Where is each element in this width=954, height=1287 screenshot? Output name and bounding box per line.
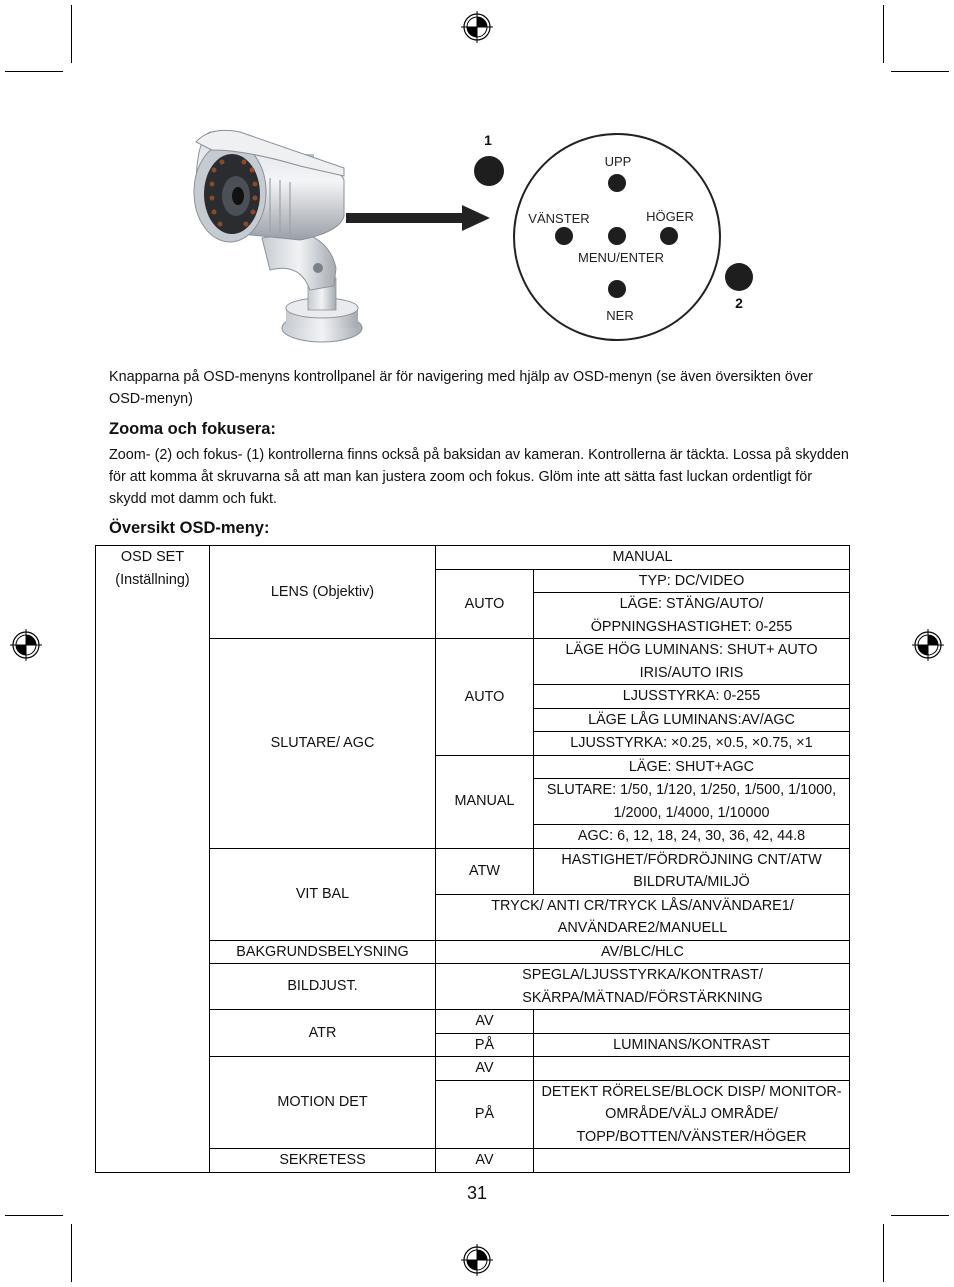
shutter-auto-item: LJUSSTYRKA: ×0.25, ×0.5, ×0.75, ×1 — [534, 732, 850, 756]
backlight-label: BAKGRUNDSBELYSNING — [210, 940, 436, 964]
atr-off-value — [534, 1010, 850, 1034]
left-button-dot — [555, 227, 573, 245]
atr-off: AV — [436, 1010, 534, 1034]
registration-mark-icon — [9, 628, 43, 662]
privacy-off: AV — [436, 1149, 534, 1173]
shutter-auto: AUTO — [436, 639, 534, 756]
shutter-manual-item: SLUTARE: 1/50, 1/120, 1/250, 1/500, 1/1000, 1/2000, 1/4000, 1/10000 — [534, 779, 850, 825]
lens-manual: MANUAL — [436, 546, 850, 570]
crop-mark — [5, 1215, 63, 1216]
privacy-off-value — [534, 1149, 850, 1173]
zoom-focus-paragraph: Zoom- (2) och fokus- (1) kontrollerna finns också på baksidan av kameran. Kontrollerna är täckta. Lossa på skydden för att komma åt skruvarna så att man kan justera zoom och fokus. Glöm inte att sätta fast luckan ordentligt för skydd mot damm och fukt. — [109, 447, 849, 507]
white-balance-atw-item: HASTIGHET/FÖRDRÖJNING CNT/ATW BILDRUTA/MILJÖ — [534, 848, 850, 894]
lens-auto-item: LÄGE: STÄNG/AUTO/ ÖPPNINGSHASTIGHET: 0-255 — [534, 593, 850, 639]
backlight-value: AV/BLC/HLC — [436, 940, 850, 964]
label-up: UPP — [604, 154, 632, 169]
shutter-manual: MANUAL — [436, 755, 534, 848]
privacy-label: SEKRETESS — [210, 1149, 436, 1173]
atr-label: ATR — [210, 1010, 436, 1057]
crop-mark — [71, 1224, 72, 1282]
down-button-dot — [608, 280, 626, 298]
osd-menu-table — [95, 545, 850, 1173]
motion-on-value: DETEKT RÖRELSE/BLOCK DISP/ MONITOR-OMRÅDE/VÄLJ OMRÅDE/ TOPP/BOTTEN/VÄNSTER/HÖGER — [534, 1080, 850, 1149]
shutter-auto-item: LÄGE HÖG LUMINANS: SHUT+ AUTO IRIS/AUTO IRIS — [534, 639, 850, 685]
label-left: VÄNSTER — [528, 211, 590, 226]
white-balance-atw: ATW — [436, 848, 534, 894]
lens-label: LENS (Objektiv) — [210, 546, 436, 639]
crop-mark — [891, 1215, 949, 1216]
motion-off: AV — [436, 1057, 534, 1081]
page-number: 31 — [466, 1183, 488, 1203]
shutter-manual-item: LÄGE: SHUT+AGC — [534, 755, 850, 779]
label-right: HÖGER — [646, 209, 694, 224]
zoom-control-callout — [725, 263, 753, 291]
motion-on: PÅ — [436, 1080, 534, 1149]
motion-off-value — [534, 1057, 850, 1081]
focus-control-callout — [474, 156, 504, 186]
camera-illustration — [194, 130, 362, 342]
white-balance-modes: TRYCK/ ANTI CR/TRYCK LÅS/ANVÄNDARE1/ ANVÄNDARE2/MANUELL — [436, 894, 850, 940]
callout-number-2: 2 — [735, 295, 743, 311]
picture-adjust-value: SPEGLA/LJUSSTYRKA/KONTRAST/ SKÄRPA/MÄTNAD/FÖRSTÄRKNING — [436, 964, 850, 1010]
label-menu-enter: MENU/ENTER — [578, 250, 664, 265]
atr-on-value: LUMINANS/KONTRAST — [534, 1033, 850, 1057]
osd-overview-heading: Översikt OSD-meny: — [109, 519, 270, 537]
crop-mark — [883, 1224, 884, 1282]
registration-mark-icon — [911, 628, 945, 662]
osd-set-cell: OSD SET (Inställning) — [96, 546, 210, 1173]
registration-mark-icon — [460, 1243, 494, 1277]
camera-control-figure — [0, 0, 954, 360]
shutter-auto-item: LJUSSTYRKA: 0-255 — [534, 685, 850, 709]
up-button-dot — [608, 174, 626, 192]
label-down: NER — [606, 308, 634, 323]
lens-auto-item: TYP: DC/VIDEO — [534, 569, 850, 593]
callout-number-1: 1 — [484, 132, 492, 148]
zoom-focus-heading: Zooma och fokusera: — [109, 420, 276, 438]
atr-on: PÅ — [436, 1033, 534, 1057]
right-button-dot — [660, 227, 678, 245]
lens-auto: AUTO — [436, 569, 534, 639]
menu-enter-button-dot — [608, 227, 626, 245]
picture-adjust-label: BILDJUST. — [210, 964, 436, 1010]
intro-paragraph: Knapparna på OSD-menyns kontrollpanel är för navigering med hjälp av OSD-menyn (se även översikten över OSD-menyn) — [109, 369, 813, 407]
motion-det-label: MOTION DET — [210, 1057, 436, 1149]
white-balance-label: VIT BAL — [210, 848, 436, 940]
shutter-manual-item: AGC: 6, 12, 18, 24, 30, 36, 42, 44.8 — [534, 825, 850, 849]
shutter-agc-label: SLUTARE/ AGC — [210, 639, 436, 849]
shutter-auto-item: LÄGE LÅG LUMINANS:AV/AGC — [534, 708, 850, 732]
